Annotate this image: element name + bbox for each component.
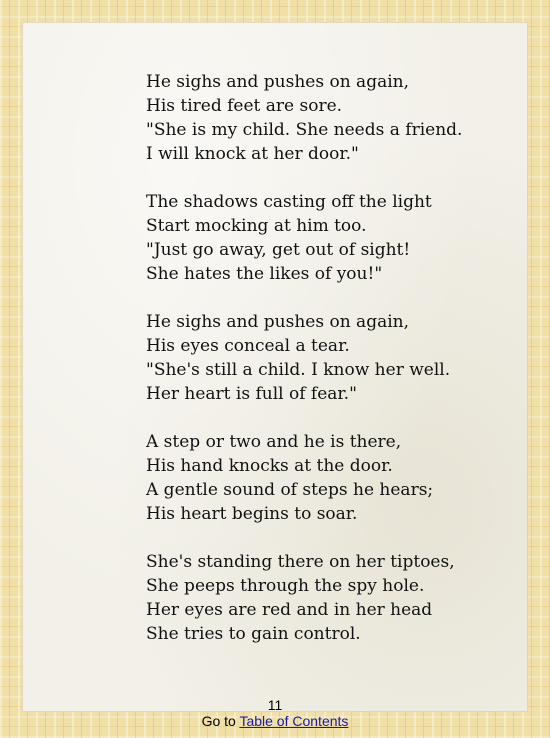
stanza xyxy=(146,190,506,286)
poem-line: She's standing there on her tiptoes, xyxy=(146,552,455,572)
poem-line: Her heart is full of fear." xyxy=(146,384,357,404)
stanza xyxy=(146,550,506,646)
poem-line: A step or two and he is there, xyxy=(146,432,402,452)
stanza xyxy=(146,70,506,166)
poem-line: He sighs and pushes on again, xyxy=(146,72,410,92)
poem-line: "She's still a child. I know her well. xyxy=(146,360,451,380)
poem-line: His heart begins to soar. xyxy=(146,504,358,524)
footer-prefix: Go to xyxy=(201,713,240,729)
poem-line: His eyes conceal a tear. xyxy=(146,336,350,356)
poem-body xyxy=(146,70,506,670)
page-number: 11 xyxy=(267,697,283,713)
poem-line: Her eyes are red and in her head xyxy=(146,600,433,620)
poem-line: A gentle sound of steps he hears; xyxy=(146,480,434,500)
poem-line: Start mocking at him too. xyxy=(146,216,367,236)
poem-line: His hand knocks at the door. xyxy=(146,456,393,476)
poem-line: The shadows casting off the light xyxy=(146,192,432,212)
poem-line: She hates the likes of you!" xyxy=(146,264,383,284)
poem-line: "Just go away, get out of sight! xyxy=(146,240,411,260)
poem-line: She peeps through the spy hole. xyxy=(146,576,425,596)
poem-line: "She is my child. She needs a friend. xyxy=(146,120,463,140)
table-of-contents-link[interactable]: Table of Contents xyxy=(239,713,349,729)
stanza xyxy=(146,310,506,406)
poem-line: He sighs and pushes on again, xyxy=(146,312,410,332)
stanza xyxy=(146,430,506,526)
footer-navigation xyxy=(0,713,550,729)
poem-line: His tired feet are sore. xyxy=(146,96,343,116)
poem-line: She tries to gain control. xyxy=(146,624,361,644)
poem-line: I will knock at her door." xyxy=(146,144,359,164)
